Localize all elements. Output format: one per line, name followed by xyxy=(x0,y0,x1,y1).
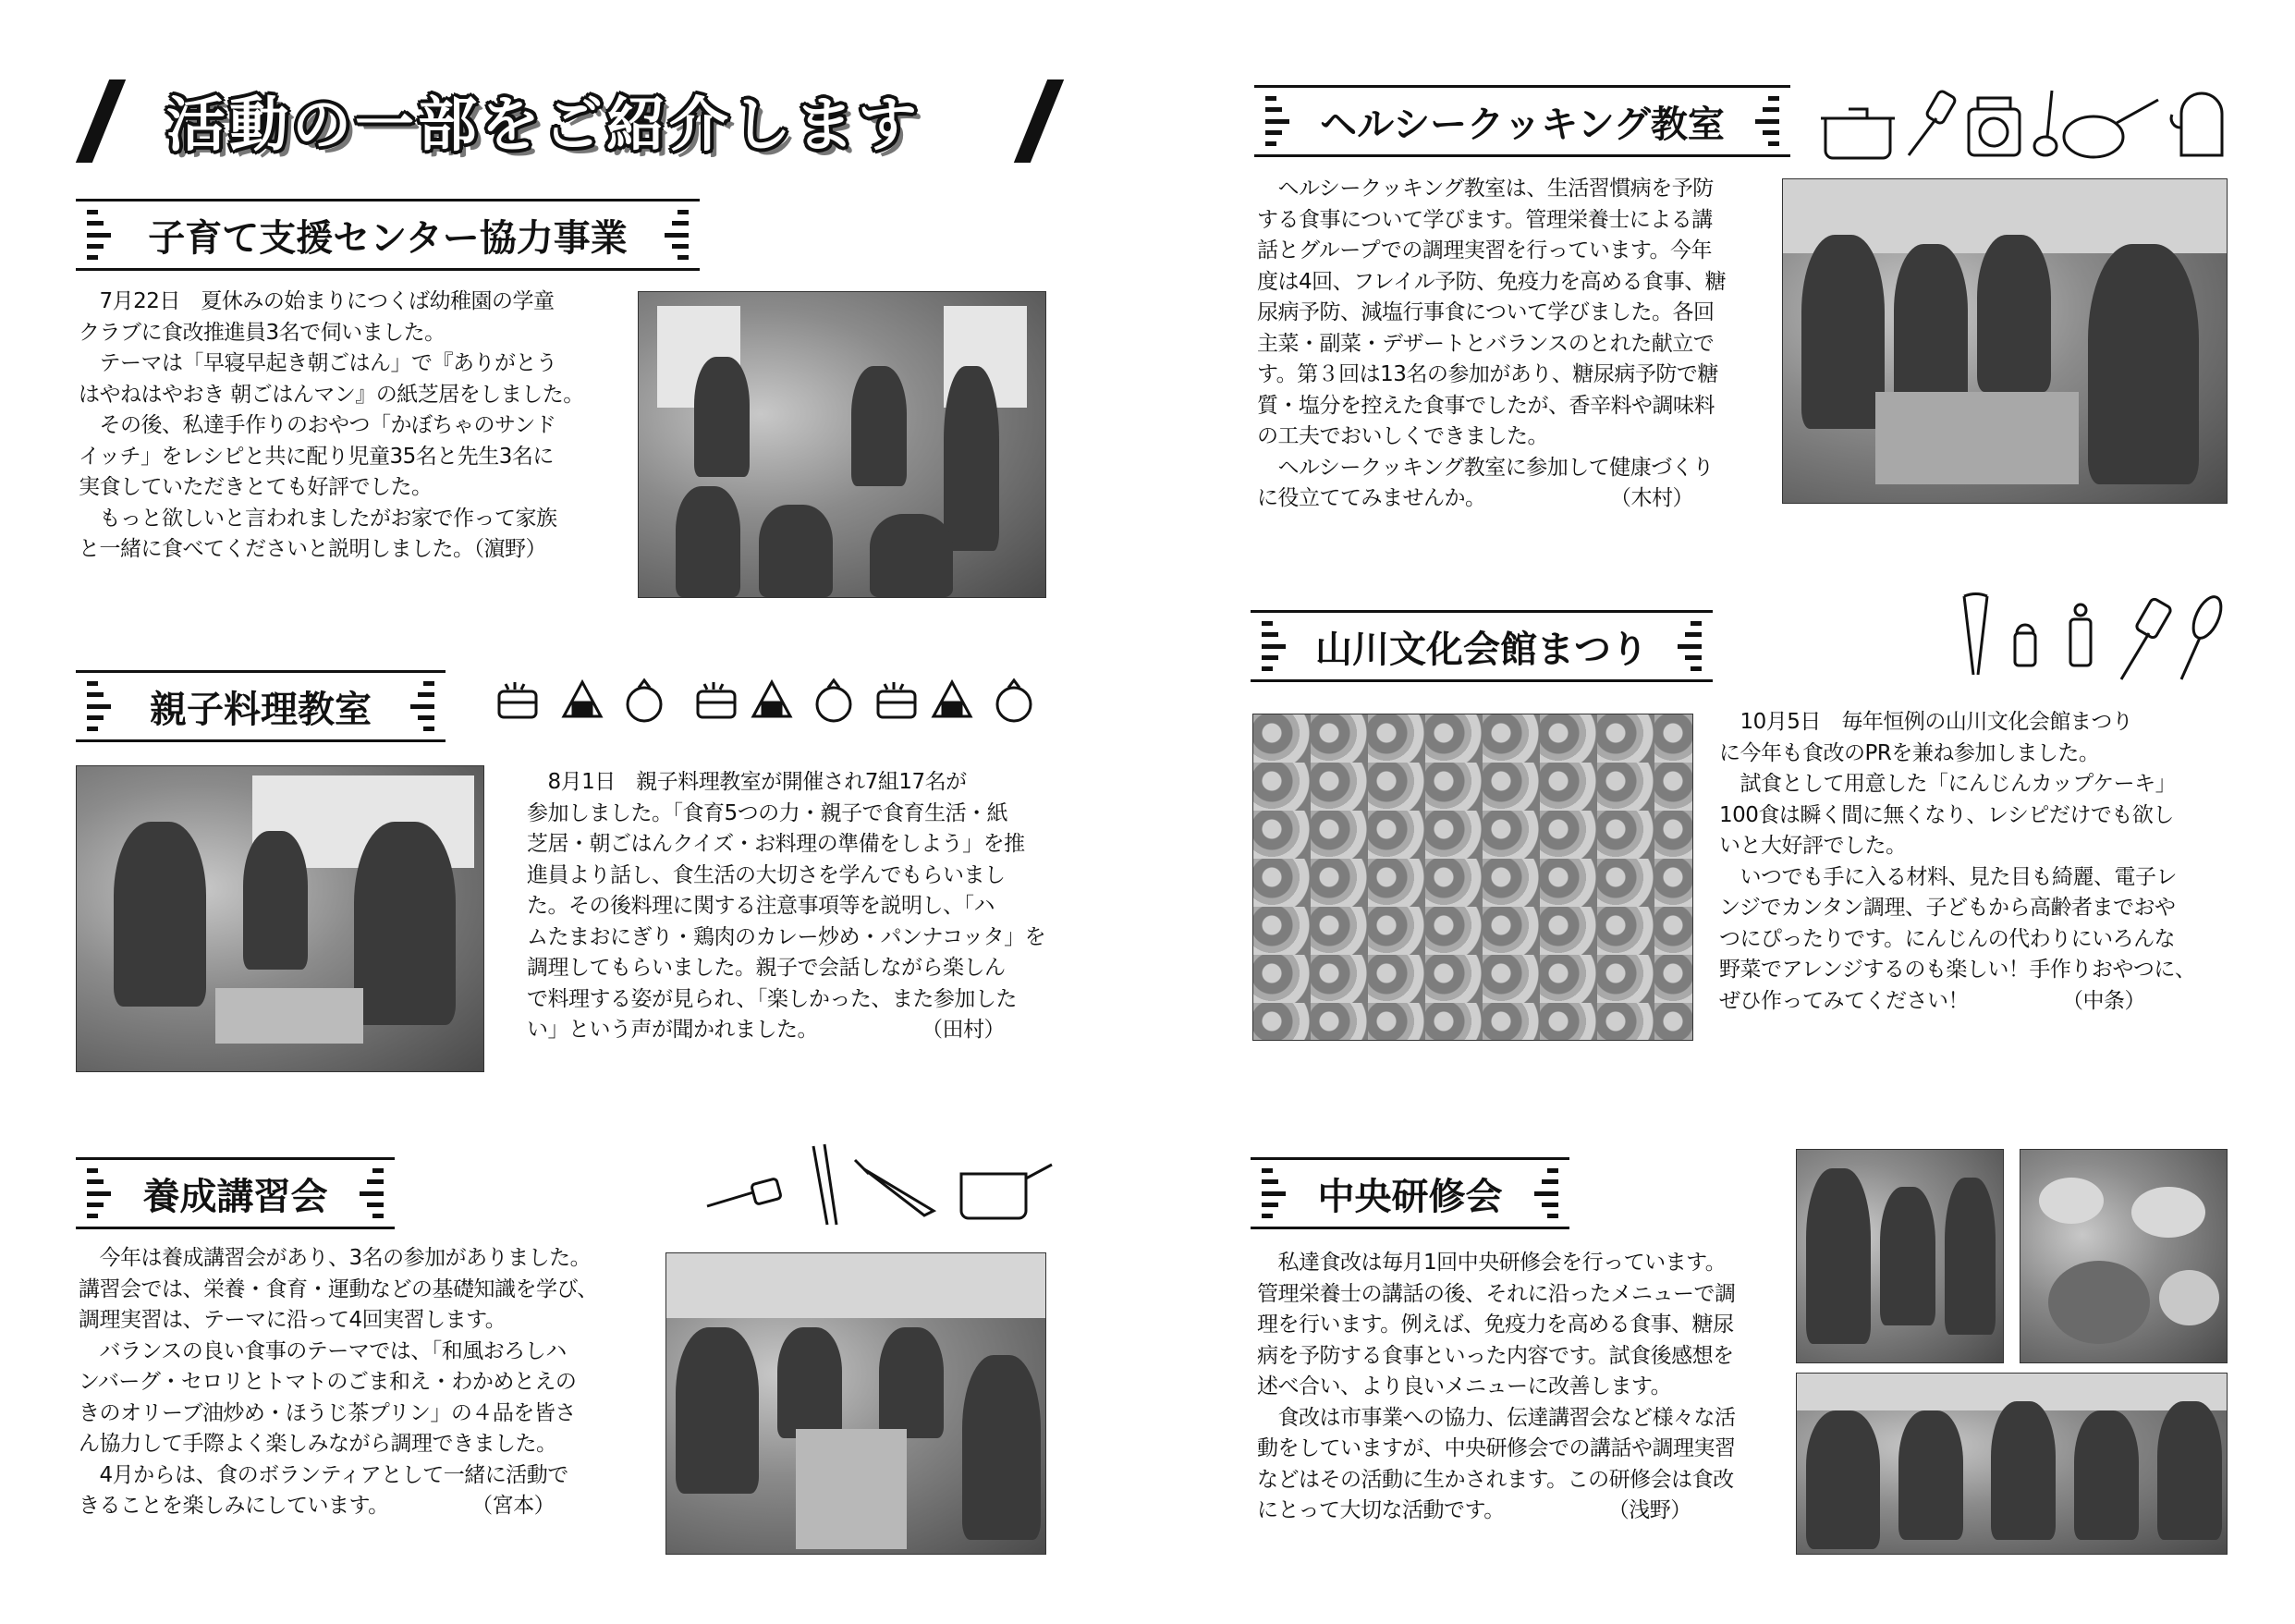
saucepan-icon xyxy=(961,1165,1052,1218)
healthy-icon-row xyxy=(1816,81,2241,165)
page-title: 活動の一部をご紹介します xyxy=(166,92,921,160)
spatula-icon xyxy=(707,1178,781,1206)
heading-text: 中央研修会 xyxy=(1317,1175,1503,1218)
oyako-photo xyxy=(76,765,484,1072)
bento-icon xyxy=(878,682,915,717)
kosodate-photo xyxy=(638,291,1046,598)
healthy-body: ヘルシークッキング教室は、生活習慣病を予防 する食事について学びます。管理栄養士による講 話とグループでの調理実習を行っています。今年 度は4回、フレイル予防、免疫力を高める食事、糖 尿病予防、減塩行事食について学びました。各回 主菜・副菜・デザートとバランスのとれた献立で す。第３回は13名の参加があり、糖尿病予防で糖 質・塩分を控えた食事でしたが、香辛料や調味料 の工夫でおいしくできました。 ヘルシークッキング教室に参加して健康づくり に役立ててみませんか。 （木村） xyxy=(1257,177,1727,510)
chuo-body: 私達食改は毎月1回中央研修会を行っています。 管理栄養士の講話の後、それに沿ったメニューで調 理を行います。例えば、免疫力を高める食事、糖尿 病を予防する食事といった内容です。試食後感想を 述べ合い、より良いメニューに改善します。 食改は市事業への協力、伝達講習会など様々な活 動をしていますが、中央研修会での講話や調理実習 などはその活動に生かされます。この研修会は食改 にとって大切な活動です。 （浅野） xyxy=(1257,1251,1736,1522)
section-heading-healthy xyxy=(1254,85,1790,157)
turner-icon xyxy=(2121,598,2172,679)
kosodate-body: 7月22日 夏休みの始まりにつくば幼稚園の学童 クラブに食改推進員3名で伺いました。 テーマは「早寝早起き朝ごはん」で『ありがとう はやねはやおき 朝ごはんマン』の紙芝居をしました。 その後、私達手作りのおやつ「かぼちゃのサンド イッチ」をレシピと共に配り児童35名と先生3名に 実食していただきとても好評でした。 もっと欲しいと言われましたがお家で作って家族 と一緒に食べてくださいと説明しました。（濵野） xyxy=(79,289,584,561)
healthy-photo xyxy=(1782,178,2228,504)
frying-pan-icon xyxy=(2064,100,2158,157)
oyako-body: 8月1日 親子料理教室が開催され7組17名が 参加しました。「食育5つの力・親子で食育生活・紙 芝居・朝ごはんクイズ・お料理の準備をしよう」を推 進員より話し、食生活の大切さを学んでもらいまし た。その後料理に関する注意事項等を説明し、「ハ ムたまおにぎり・鶏肉のカレー炒め・パンナコッタ」を 調理してもらいました。親子で会話しながら楽しん で料理する姿が見られ、「楽しかった、また参加した い」という声が聞かれました。 （田村） xyxy=(527,770,1046,1042)
bento-icon xyxy=(698,682,735,717)
onigiri-icon xyxy=(753,682,790,716)
heading-text: 親子料理教室 xyxy=(150,688,372,731)
tongs-icon xyxy=(1964,594,1987,676)
section-heading-yousei xyxy=(76,1157,395,1229)
title-slash-right xyxy=(1014,79,1064,163)
chick-icon xyxy=(997,680,1031,721)
heading-text: 子育て支援センター協力事業 xyxy=(148,216,628,260)
title-slash-left xyxy=(76,79,126,163)
yousei-icon-row xyxy=(702,1137,1054,1229)
main-title-banner xyxy=(74,72,1072,174)
chuo-photo-2 xyxy=(2020,1149,2228,1363)
heading-text: ヘルシークッキング教室 xyxy=(1320,103,1725,146)
spatula-icon xyxy=(1909,90,1957,155)
salt-shaker-icon xyxy=(2015,625,2035,665)
pepper-mill-icon xyxy=(2070,604,2091,665)
oyako-icon-row xyxy=(494,675,1049,730)
chuo-photo-1 xyxy=(1796,1149,2004,1363)
bento-icon xyxy=(499,682,536,717)
yamakawa-body: 10月5日 毎年恒例の山川文化会館まつり に今年も食改のPRを兼ね参加しました。 試食として用意した「にんじんカップケーキ」 100食は瞬く間に無くなり、レシピだけでも欲し いと大好評でした。 いつでも手に入る材料、見た目も綺麗、電子レ ンジでカンタン調理、子どもから高齢者までおや つにぴったりです。にんじんの代わりにいろんな 野菜でアレンジするのも楽しい！手作りおやつに、 ぜひ作ってみてください！ （中条） xyxy=(1719,710,2196,1013)
section-heading-chuo xyxy=(1251,1157,1569,1229)
yamakawa-icon-row xyxy=(1950,592,2228,684)
yamakawa-photo xyxy=(1252,714,1693,1041)
mitten-icon xyxy=(2171,93,2222,155)
whisk-icon xyxy=(2181,592,2227,679)
scale-icon xyxy=(1969,98,2020,155)
heading-text: 養成講習会 xyxy=(142,1175,328,1218)
pot-icon xyxy=(1821,109,1895,158)
chick-icon xyxy=(628,680,661,721)
yousei-body: 今年は養成講習会があり、3名の参加がありました。 講習会では、栄養・食育・運動などの基礎知識を学び、 調理実習は、テーマに沿って4回実習します。 バランスの良い食事のテーマでは、「和風おろしハ ンバーグ・セロリとトマトのごま和え・わかめとえの きのオリーブ油炒め・ほうじ茶プリン」の４品を皆さ ん協力して手際よく楽しみながら調理できました。 4月からは、食のボランティアとして一緒に活動で きることを楽しみにしています。 （宮本） xyxy=(79,1246,598,1518)
chuo-photo-3 xyxy=(1796,1373,2228,1555)
yousei-photo xyxy=(665,1252,1046,1555)
section-heading-oyako xyxy=(76,670,446,742)
section-heading-kosodate xyxy=(76,199,700,271)
heading-text: 山川文化会館まつり xyxy=(1315,628,1648,671)
onigiri-icon xyxy=(934,682,970,716)
chick-icon xyxy=(817,680,850,721)
onigiri-icon xyxy=(564,682,601,716)
section-heading-yamakawa xyxy=(1251,610,1713,682)
ladle-icon xyxy=(2034,91,2057,155)
chopsticks-icon xyxy=(813,1144,836,1225)
knife-icon xyxy=(855,1160,934,1215)
